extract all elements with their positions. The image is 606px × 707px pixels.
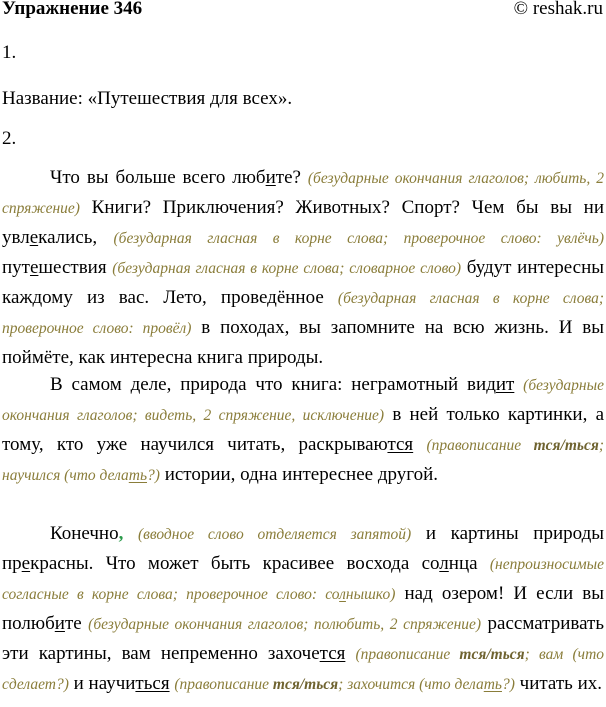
highlight: и [54,613,65,634]
comment: (безударная гласная в корне слова; проверочное слово: увлёчь) [113,230,604,247]
text: над озером! И если вы полюб [2,583,604,634]
text: В самом деле, природа что книга: неграмотный вид [50,374,496,395]
comment: (вводное слово отделяется запятой) [137,526,412,543]
comment-bold: тся/ться [459,646,525,663]
comment-text: нышко) [345,586,396,603]
paragraph-1 [2,163,604,372]
highlight: л [439,553,449,574]
highlight: ит [495,374,515,395]
comment-text: ; захочится (что дела [338,676,484,693]
comment-text: (правописание [426,437,534,454]
site-watermark: © reshak.ru [513,0,603,19]
text: нца [448,553,478,574]
comment: (безударная гласная в корне слова; проверочное слово: провёл) [2,290,605,337]
text: в походах, вы запомните на всю жизнь. И вы поймёте, как интересна книга природы. [2,317,604,368]
highlight: ться [135,673,170,694]
text: красны. Что может быть красивее восхода со [30,553,440,574]
comment-bold: тся/ться [272,676,339,693]
section-number-1: 1. [2,42,17,63]
text: читать их. [519,673,602,694]
text: те? [275,167,301,188]
comment [174,676,515,693]
highlight: д [267,287,277,308]
highlight: тся [387,434,414,455]
header [0,0,606,22]
highlight: тся [319,643,346,664]
text: Конечно [50,523,119,544]
comment: (безударные окончания глаголов; видеть, 2 спряжение, исключение) [2,377,604,424]
comment: (безударные окончания глаголов; любить, 2 спряжение) [2,170,604,217]
comment-highlight: ть [483,676,502,693]
highlight: е [21,553,31,574]
text: Книги? Приключения? Животных? Спорт? Чем бы вы ни увл [2,197,605,248]
paragraph-3 [2,519,604,699]
comment: (безударные окончания глаголов; полюбить, 2 спряжение) [88,616,482,633]
comment-bold: тся/ться [533,437,599,454]
text: кались, [38,227,98,248]
comment-text: (правописание [174,676,273,693]
text: ённое [276,287,324,308]
comment-text: (правописание [355,646,460,663]
text: в ней только картинки, а тому, кто уже научился читать, раскрываю [2,404,605,455]
comment: (безударная гласная в корне слова; словарное слово) [112,260,462,277]
highlight: е [29,257,39,278]
text: и научи [73,673,136,694]
text: шествия [38,257,107,278]
comma-mark: , [118,523,124,544]
text: будут интересны каждому из вас. Лето, прове [2,257,604,308]
comment-text: ; вам (что сделает?) [2,646,605,693]
text: рассматривать эти картины, вам непременно захоче [2,613,605,664]
text: пут [2,257,30,278]
comment-text: ?) [501,676,515,693]
title-line: Название: «Путешествия для всех». [2,88,293,109]
text: те [64,613,82,634]
comment-highlight: л [339,586,346,603]
comment-text: (непроизносимые согласные в корне слова; проверочное слово: со [2,556,605,603]
exercise-title: Упражнение 346 [2,0,143,19]
text: Что вы больше всего люб [50,167,266,188]
comment-text: ?) [147,467,160,484]
highlight: и [265,167,276,188]
text: истории, одна интереснее другой. [164,464,438,485]
comment-text: ; научился (что дела [2,437,604,484]
section-number-2: 2. [2,128,17,149]
comment-highlight: ть [128,467,148,484]
text: и картины природы пр [2,523,605,574]
paragraph-2 [2,370,604,490]
highlight: е [29,227,39,248]
